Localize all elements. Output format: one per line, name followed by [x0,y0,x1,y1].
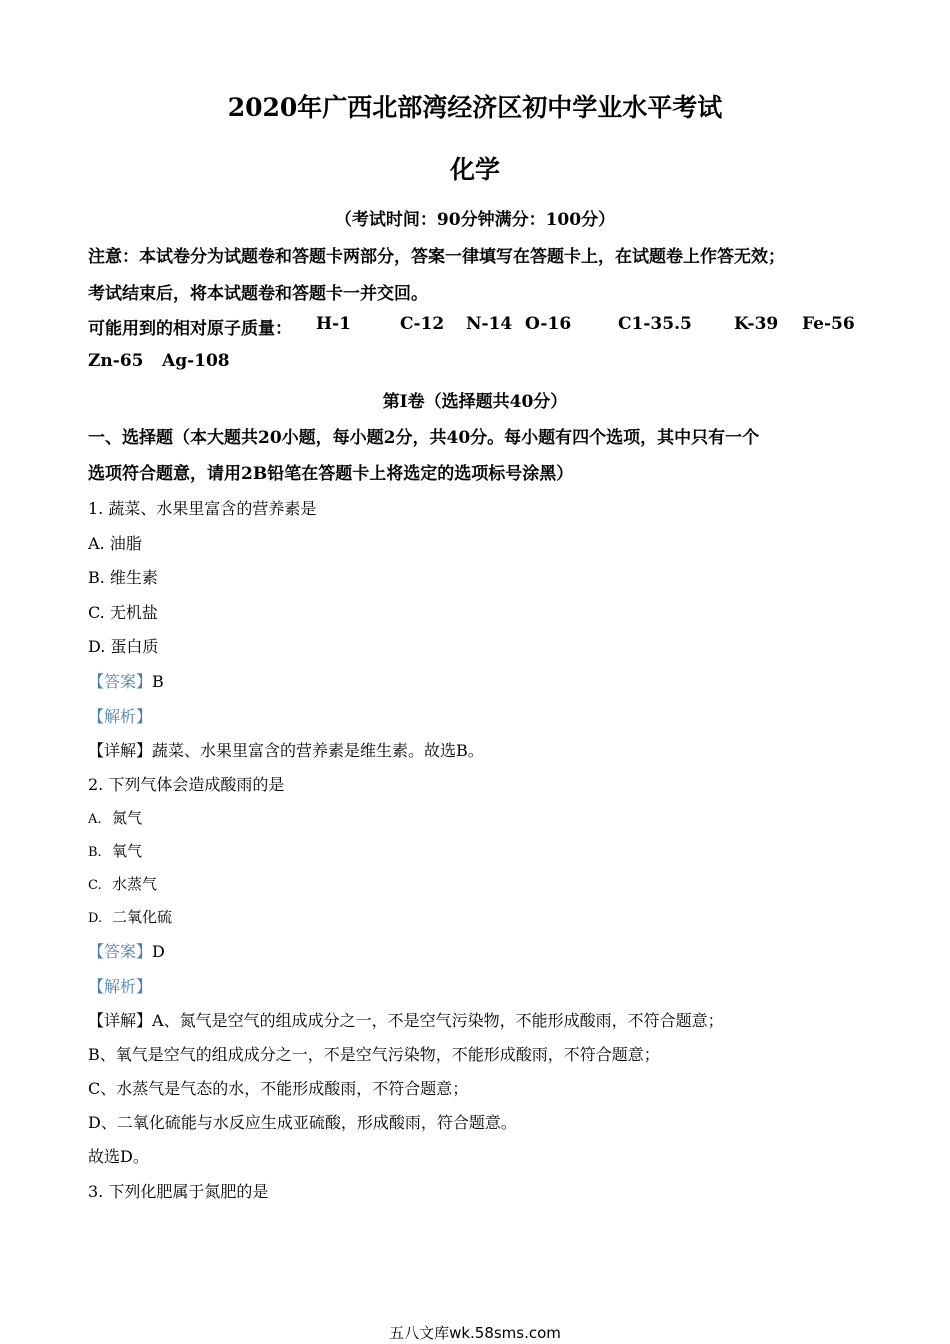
atomic-mass-label: 可能用到的相对原子质量： [88,319,292,339]
q1-option-a: A. 油脂 [88,534,142,553]
atomic-mass-line-2 [88,351,388,375]
answer-tag: 【答案】 [88,672,153,691]
q2-detail-line-4: D、二氧化硫能与水反应生成亚硫酸，形成酸雨，符合题意。 [88,1113,517,1132]
q2-analysis-tag: 【解析】 [88,977,153,996]
footer-watermark [0,1322,950,1343]
answer-value: D [152,942,165,961]
atomic-mass-line [88,314,888,338]
exam-info: （考试时间：90分钟满分：100分） [334,210,616,230]
q2-option-d [88,906,172,927]
q2-detail-line-2: B、氧气是空气的组成成分之一，不是空气污染物，不能形成酸雨，不符合题意； [88,1045,660,1064]
q2-option-b [88,840,142,861]
q1-detail [88,738,484,761]
detail-tag: 【详解】 [88,1011,153,1030]
atomic-mass-item: H-1 [316,314,351,334]
detail-text: A、氮气是空气的组成成分之一，不是空气污染物，不能形成酸雨，不符合题意； [152,1011,724,1030]
notice-line-1: 注意：本试卷分为试题卷和答题卡两部分，答案一律填写在答题卡上，在试题卷上作答无效； [88,247,785,267]
option-letter: C. [88,878,102,893]
option-text: 氧气 [112,842,143,860]
q2-conclusion: 故选D。 [88,1147,149,1166]
q2-answer [88,939,165,962]
answer-value: B [152,672,164,691]
q2-detail-line-1 [88,1008,724,1031]
q2-option-c [88,873,157,894]
option-text: 水蒸气 [112,875,158,893]
exam-title: 2020年广西北部湾经济区初中学业水平考试 [227,93,723,122]
section-instructions-2: 选项符合题意，请用2B铅笔在答题卡上将选定的选项标号涂黑） [88,464,574,484]
atomic-mass-item: O-16 [525,314,572,334]
atomic-mass-item: Fe-56 [802,314,855,334]
atomic-mass-item: C-12 [400,314,445,334]
q1-option-b: B. 维生素 [88,568,158,587]
detail-text: 蔬菜、水果里富含的营养素是维生素。故选B。 [152,741,484,760]
q2-stem: 2. 下列气体会造成酸雨的是 [88,775,285,794]
atomic-mass-item: Zn-65 [88,351,144,371]
option-text: 二氧化硫 [112,908,173,926]
q1-analysis-tag: 【解析】 [88,707,153,726]
option-letter: A. [88,812,102,827]
footer-text: 五八文库wk.58sms.com [389,1324,561,1342]
answer-tag: 【答案】 [88,942,153,961]
volume-title: 第Ⅰ卷（选择题共40分） [382,392,568,412]
q1-option-d: D. 蛋白质 [88,637,159,656]
atomic-mass-item: Ag-108 [162,351,230,371]
notice-line-2: 考试结束后，将本试题卷和答题卡一并交回。 [88,284,428,304]
section-instructions-1: 一、选择题（本大题共20小题，每小题2分，共40分。每小题有四个选项，其中只有一个 [88,428,760,448]
atomic-mass-item: K-39 [734,314,779,334]
q3-stem: 3. 下列化肥属于氮肥的是 [88,1182,269,1201]
q1-answer [88,669,164,692]
option-text: 氮气 [112,809,143,827]
detail-tag: 【详解】 [88,741,153,760]
q1-option-c: C. 无机盐 [88,603,158,622]
q2-detail-line-3: C、水蒸气是气态的水，不能形成酸雨，不符合题意； [88,1079,469,1098]
q1-stem: 1. 蔬菜、水果里富含的营养素是 [88,499,317,518]
subject-title: 化学 [449,155,500,184]
option-letter: D. [88,911,103,926]
option-letter: B. [88,845,102,860]
atomic-mass-item: C1-35.5 [618,314,692,334]
atomic-mass-item: N-14 [466,314,513,334]
q2-option-a [88,807,142,828]
